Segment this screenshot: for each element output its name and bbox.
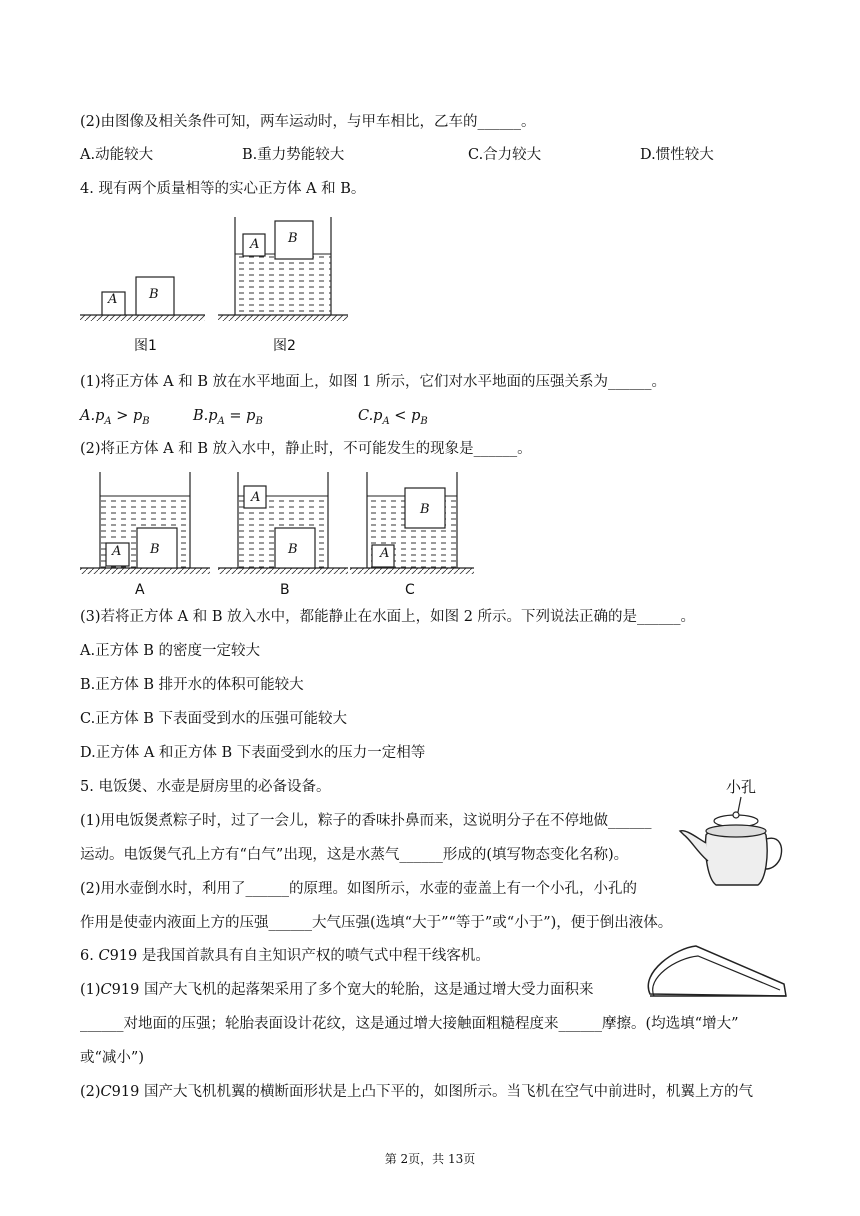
q4-p1-option-a: $A.p_A > p_B$	[80, 408, 150, 427]
figure2-caption: 图2	[273, 338, 296, 354]
q4-p2-figure-c	[350, 468, 480, 578]
figC-label-a: A	[380, 546, 390, 561]
q5-part2-line2: 作用是使壶内液面上方的压强______大气压强(选填“大于”“等于”或“小于”)，便于倒出液体。	[80, 915, 673, 931]
q3-option-a: A.动能较大	[80, 147, 154, 163]
q3-part2: (2)由图像及相关条件可知，两车运动时，与甲车相比，乙车的______。	[80, 114, 536, 130]
q4-p1-option-b: $B.p_A = p_B$	[193, 408, 263, 427]
figA-label-a: A	[112, 544, 122, 559]
q4-figure-1-2	[0, 0, 860, 200]
q4-part1: (1)将正方体 A 和 B 放在水平地面上，如图 1 所示，它们对水平地面的压强关系为______。	[80, 374, 667, 390]
q6-part2: (2)C919 国产大飞机机翼的横断面形状是上凸下平的，如图所示。当飞机在空气中前进时，机翼上方的气	[80, 1084, 753, 1100]
page-footer: 第 2页，共 13页	[384, 1152, 476, 1166]
figA-label-b: B	[150, 542, 160, 557]
fig2-label-b: B	[288, 231, 298, 246]
q3-option-c: C.合力较大	[468, 147, 542, 163]
figure1-caption: 图1	[134, 338, 157, 354]
q4-p3-option-a: A.正方体 B 的密度一定较大	[80, 643, 260, 659]
q3-option-b: B.重力势能较大	[242, 147, 345, 163]
q6-part1-line2: ______对地面的压强；轮胎表面设计花纹，这是通过增大接触面粗糙程度来______摩擦。(均选填“增大”	[80, 1016, 739, 1032]
q4-p3-option-b: B.正方体 B 排开水的体积可能较大	[80, 677, 304, 693]
q5-part1-line2: 运动。电饭煲气孔上方有“白气”出现，这是水蒸气______形成的(填写物态变化名称)。	[80, 847, 629, 863]
q5-part1-line1: (1)用电饭煲煮粽子时，过了一会儿，粽子的香味扑鼻而来，这说明分子在不停地做______	[80, 813, 652, 829]
kettle-hole-label: 小孔	[726, 778, 757, 796]
q6-part1-line3: 或“减小”)	[80, 1050, 144, 1066]
kettle-figure	[676, 795, 786, 895]
figB-label-a: A	[251, 490, 261, 505]
figC-caption: C	[405, 582, 415, 598]
wing-cross-section-figure	[636, 942, 796, 1002]
q3-option-d: D.惯性较大	[640, 147, 714, 163]
q4-p3-option-d: D.正方体 A 和正方体 B 下表面受到水的压力一定相等	[80, 745, 426, 761]
fig1-label-b: B	[149, 287, 159, 302]
q4-stem: 4. 现有两个质量相等的实心正方体 A 和 B。	[80, 181, 366, 197]
q4-p2-figure-b	[218, 468, 348, 578]
figB-caption: B	[280, 582, 290, 598]
fig2-label-a: A	[250, 237, 260, 252]
q4-p3-option-c: C.正方体 B 下表面受到水的压强可能较大	[80, 711, 348, 727]
figure2-container	[218, 212, 348, 322]
figA-caption: A	[135, 582, 145, 598]
q4-part2: (2)将正方体 A 和 B 放入水中，静止时，不可能发生的现象是______。	[80, 441, 532, 457]
figC-label-b: B	[420, 502, 430, 517]
q5-stem: 5. 电饭煲、水壶是厨房里的必备设备。	[80, 779, 331, 795]
q5-part2-line1: (2)用水壶倒水时，利用了______的原理。如图所示，水壶的壶盖上有一个小孔，小孔的	[80, 881, 638, 897]
q4-p1-option-c: $C.p_A < p_B$	[358, 408, 428, 427]
fig1-label-a: A	[108, 292, 118, 307]
q6-part1-line1: (1)C919 国产大飞机的起落架采用了多个宽大的轮胎，这是通过增大受力面积来	[80, 982, 594, 998]
q4-p2-figure-a	[80, 468, 210, 578]
q6-stem: 6. C919 是我国首款具有自主知识产权的喷气式中程干线客机。	[80, 948, 490, 964]
q4-part3: (3)若将正方体 A 和 B 放入水中，都能静止在水面上，如图 2 所示。下列说法正确的是______。	[80, 609, 696, 625]
figB-label-b: B	[288, 542, 298, 557]
